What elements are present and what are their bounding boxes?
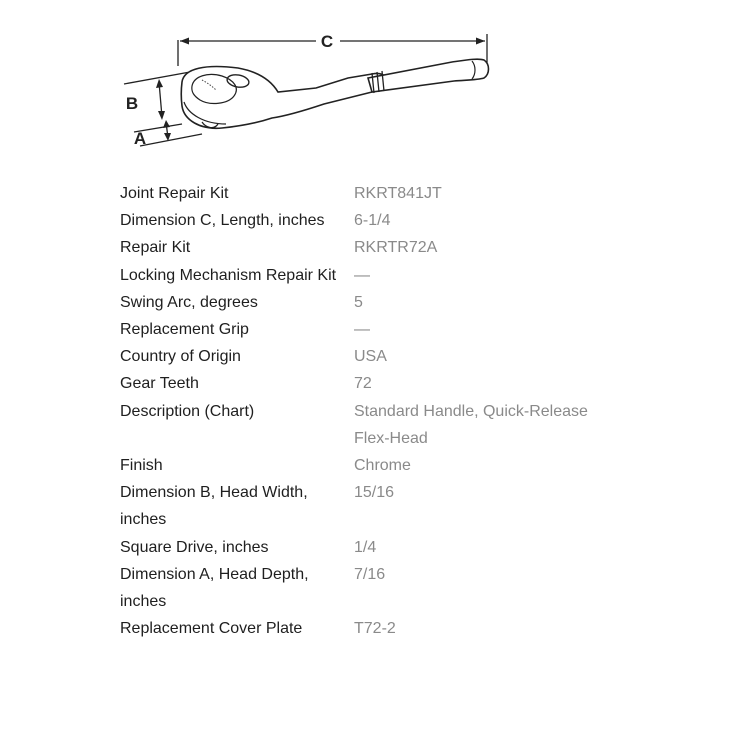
spec-label: Replacement Cover Plate [120, 620, 303, 638]
spec-label: Finish [120, 457, 163, 475]
spec-label: Swing Arc, degrees [120, 293, 258, 311]
spec-label: Dimension A, Head Depth, inches [120, 565, 309, 611]
spec-value: — [354, 266, 370, 284]
spec-row-dimension-a [120, 561, 620, 615]
spec-label: Country of Origin [120, 348, 241, 366]
spec-value: 5 [354, 293, 363, 311]
spec-value: RKRT841JT [354, 185, 442, 202]
spec-value: 1/4 [354, 538, 377, 556]
spec-value: 72 [354, 375, 372, 393]
spec-row-replacement-grip [120, 316, 620, 343]
ratchet-dimension-diagram [110, 20, 500, 160]
spec-label: Square Drive, inches [120, 538, 269, 556]
spec-row-dimension-b [120, 479, 620, 533]
spec-row-gear-teeth [120, 370, 620, 397]
spec-row-description [120, 398, 620, 452]
ratchet-head-outline [181, 67, 386, 129]
spec-row-dimension-c [120, 207, 620, 234]
dimension-b-top-extension [124, 72, 190, 84]
dimension-b-label: B [125, 94, 139, 113]
spec-value: — [354, 321, 370, 339]
spec-row-swing-arc [120, 289, 620, 316]
dimension-c-arrow-right [476, 38, 485, 45]
spec-label: Dimension C, Length, inches [120, 212, 325, 230]
dimension-c-label: C [320, 32, 334, 51]
spec-label: Repair Kit [120, 239, 191, 257]
spec-value: 15/16 [354, 484, 395, 502]
spec-row-repair-kit [120, 234, 620, 261]
spec-label: Joint Repair Kit [120, 185, 229, 202]
spec-row-country-of-origin [120, 343, 620, 370]
spec-row-joint-repair-kit [120, 180, 620, 207]
specifications-table [120, 180, 620, 642]
spec-row-locking-mechanism-repair-kit [120, 262, 620, 289]
spec-label: Locking Mechanism Repair Kit [120, 266, 337, 284]
ratchet-drawing [110, 20, 500, 160]
spec-value: 7/16 [354, 565, 386, 583]
spec-row-finish [120, 452, 620, 479]
dimension-a-label: A [133, 129, 147, 148]
dimension-c-arrow-left [180, 38, 189, 45]
spec-row-replacement-cover-plate [120, 615, 620, 642]
spec-label: Description (Chart) [120, 402, 255, 420]
ratchet-handle-outline [368, 59, 489, 92]
dimension-a-bottom-extension [140, 134, 202, 146]
dimension-a-arrow-top [163, 120, 170, 128]
spec-value: 6-1/4 [354, 212, 391, 230]
spec-value: Chrome [354, 457, 411, 475]
spec-label: Dimension B, Head Width, inches [120, 484, 308, 529]
spec-row-square-drive [120, 534, 620, 561]
spec-label: Replacement Grip [120, 321, 249, 339]
spec-value: Standard Handle, Quick-Release Flex-Head [354, 402, 588, 447]
spec-value: T72-2 [354, 620, 396, 638]
spec-value: RKRTR72A [354, 239, 438, 257]
dimension-b-arrow-bottom [158, 111, 165, 120]
spec-value: USA [354, 348, 387, 366]
spec-label: Gear Teeth [120, 375, 199, 393]
dimension-b-arrow-top [156, 79, 163, 88]
